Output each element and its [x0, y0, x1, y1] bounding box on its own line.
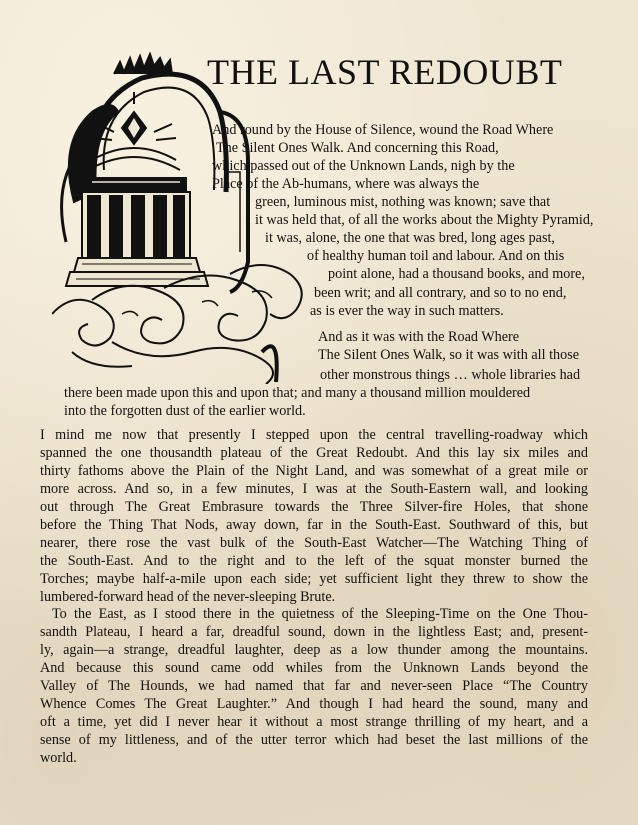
intro-line: which passed out of the Unknown Lands, nigh by the: [212, 158, 515, 174]
body-line: more across. And so, in a few minutes, I was at the South-Eastern wall, and looking: [40, 481, 588, 497]
body-line: sandth Plateau, I heard a far, dreadful sound, down in the lightless East; and, present-: [40, 624, 588, 640]
body-line: Whence Comes The Great Laughter.” And though I had heard the sound, many and: [40, 696, 588, 712]
intro-line: The Silent Ones Walk. And concerning this Road,: [216, 140, 499, 156]
body-line: And because this sound came odd whiles from the Unknown Lands beyond the: [40, 660, 588, 676]
body-line: To the East, as I stood there in the quietness of the Sleeping-Time on the One Thou-: [52, 606, 588, 622]
body-line: before the Thing That Nods, away down, far in the South-East. Southward of this, but: [40, 517, 588, 533]
body-line: out through The Great Embrasure towards the Three Silver-fire Holes, that shone: [40, 499, 588, 515]
intro-line: point alone, had a thousand books, and more,: [328, 266, 585, 282]
intro-line: And round by the House of Silence, wound the Road Where: [212, 122, 554, 138]
intro-line: And as it was with the Road Where: [318, 329, 520, 345]
page-title: THE LAST REDOUBT: [207, 52, 563, 92]
intro-line: into the forgotten dust of the earlier world.: [64, 403, 306, 419]
body-line: Valley of The Hounds, we had named that far and never-seen Place “The Country: [40, 678, 588, 694]
intro-line: of healthy human toil and labour. And on this: [307, 248, 565, 264]
intro-line: The Silent Ones Walk, so it was with all those: [318, 347, 580, 363]
intro-line: been writ; and all contrary, and so to no end,: [314, 285, 567, 301]
intro-line: Place of the Ab-humans, where was always the: [212, 176, 480, 192]
body-line: the South-East. And to the right and to the left of the squat monster burned the: [40, 553, 588, 569]
intro-line: there been made upon this and upon that; and many a thousand million mouldered: [64, 385, 531, 401]
body-line: lumbered-forward head of the never-sleeping Brute.: [40, 589, 336, 605]
body-line: I mind me now that presently I stepped upon the central travelling-roadway which: [40, 427, 588, 443]
body-line: oft a time, yet did I never hear it without a most strange thrilling of my heart, and a: [40, 714, 588, 730]
intro-line: it was, alone, the one that was bred, long ages past,: [265, 230, 555, 246]
body-line: ly, again—a strange, dreadful laughter, deep as a low thunder among the mountains.: [40, 642, 588, 658]
body-line: spanned the one thousandth plateau of the Great Redoubt. And this lay six miles and: [40, 445, 588, 461]
body-line: world.: [40, 750, 77, 766]
intro-line: as is ever the way in such matters.: [310, 303, 504, 319]
intro-line: other monstrous things … whole libraries had: [320, 367, 581, 383]
intro-line: it was held that, of all the works about the Mighty Pyramid,: [255, 212, 594, 228]
intro-line: green, luminous mist, nothing was known; save that: [255, 194, 551, 210]
body-line: thirty fathoms above the Plain of the Night Land, and was somewhat of a great mile or: [40, 463, 588, 479]
body-line: Torches; maybe half-a-mile upon each side; yet sufficient light they threw to show the: [40, 571, 588, 587]
body-line: sense of my littleness, and of the utter terror which had beset the last millions of the: [40, 732, 588, 748]
body-line: nearer, there rose the vast bulk of the South-East Watcher—The Watching Thing of: [40, 535, 588, 551]
